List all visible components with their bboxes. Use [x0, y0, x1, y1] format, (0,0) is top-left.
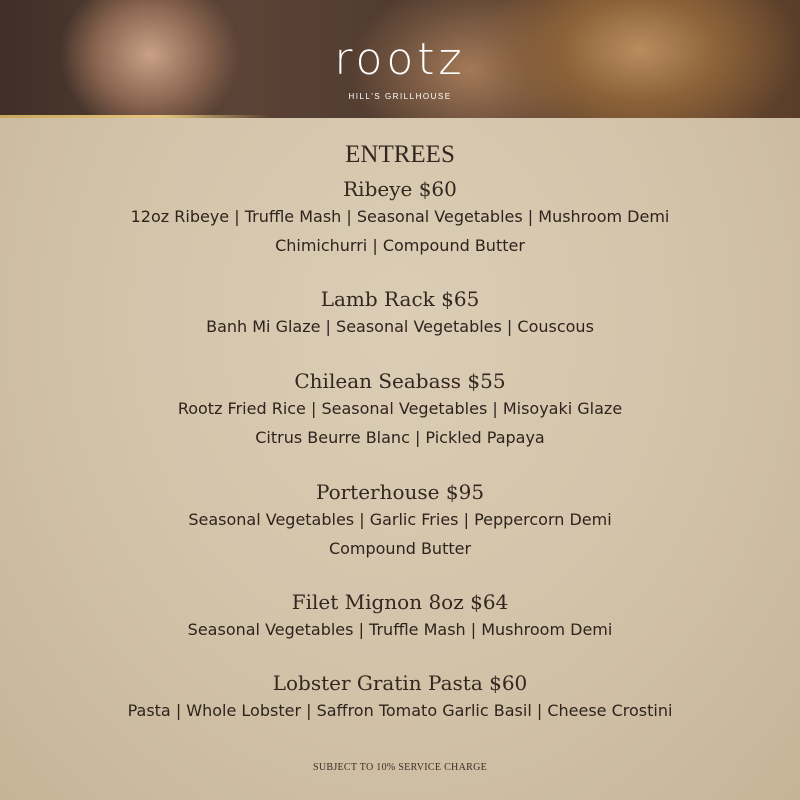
brand-logo: rootz: [334, 34, 466, 85]
brand-tagline: HILL'S GRILLHOUSE: [348, 92, 452, 101]
menu-item-name: Filet Mignon 8oz $64: [291, 590, 509, 614]
menu-item-name: Chilean Seabass $55: [294, 369, 506, 393]
menu-item-name: Lamb Rack $65: [320, 287, 480, 311]
menu-item-lobster-gratin-pasta: [0, 670, 800, 725]
menu-item-desc: 12oz Ribeye | Truffle Mash | Seasonal Vegetables | Mushroom Demi: [130, 207, 670, 226]
menu-item-lamb-rack: [0, 286, 800, 341]
menu-item-desc: Rootz Fried Rice | Seasonal Vegetables | Misoyaki Glaze: [177, 399, 623, 418]
menu-item-desc: Compound Butter: [328, 539, 472, 558]
section-title: ENTREES: [345, 141, 455, 168]
menu-item-ribeye: [0, 176, 800, 260]
menu-item-desc: Pasta | Whole Lobster | Saffron Tomato Garlic Basil | Cheese Crostini: [127, 701, 673, 720]
menu-item-chilean-seabass: [0, 368, 800, 452]
menu-item-desc: Seasonal Vegetables | Truffle Mash | Mushroom Demi: [187, 620, 613, 639]
menu-item-name: Porterhouse $95: [315, 480, 485, 504]
menu-item-filet-mignon: [0, 589, 800, 644]
menu-item-name: Ribeye $60: [343, 177, 457, 201]
menu-item-name: Lobster Gratin Pasta $60: [272, 671, 528, 695]
menu-item-desc: Seasonal Vegetables | Garlic Fries | Peppercorn Demi: [188, 510, 612, 529]
menu-item-porterhouse: [0, 479, 800, 563]
service-charge-note: SUBJECT TO 10% SERVICE CHARGE: [312, 762, 488, 773]
menu-item-desc: Banh Mi Glaze | Seasonal Vegetables | Couscous: [206, 317, 594, 336]
menu-item-desc: Chimichurri | Compound Butter: [275, 236, 525, 255]
header-photo: [0, 0, 800, 118]
gold-divider: [0, 115, 270, 118]
menu-item-desc: Citrus Beurre Blanc | Pickled Papaya: [255, 428, 545, 447]
